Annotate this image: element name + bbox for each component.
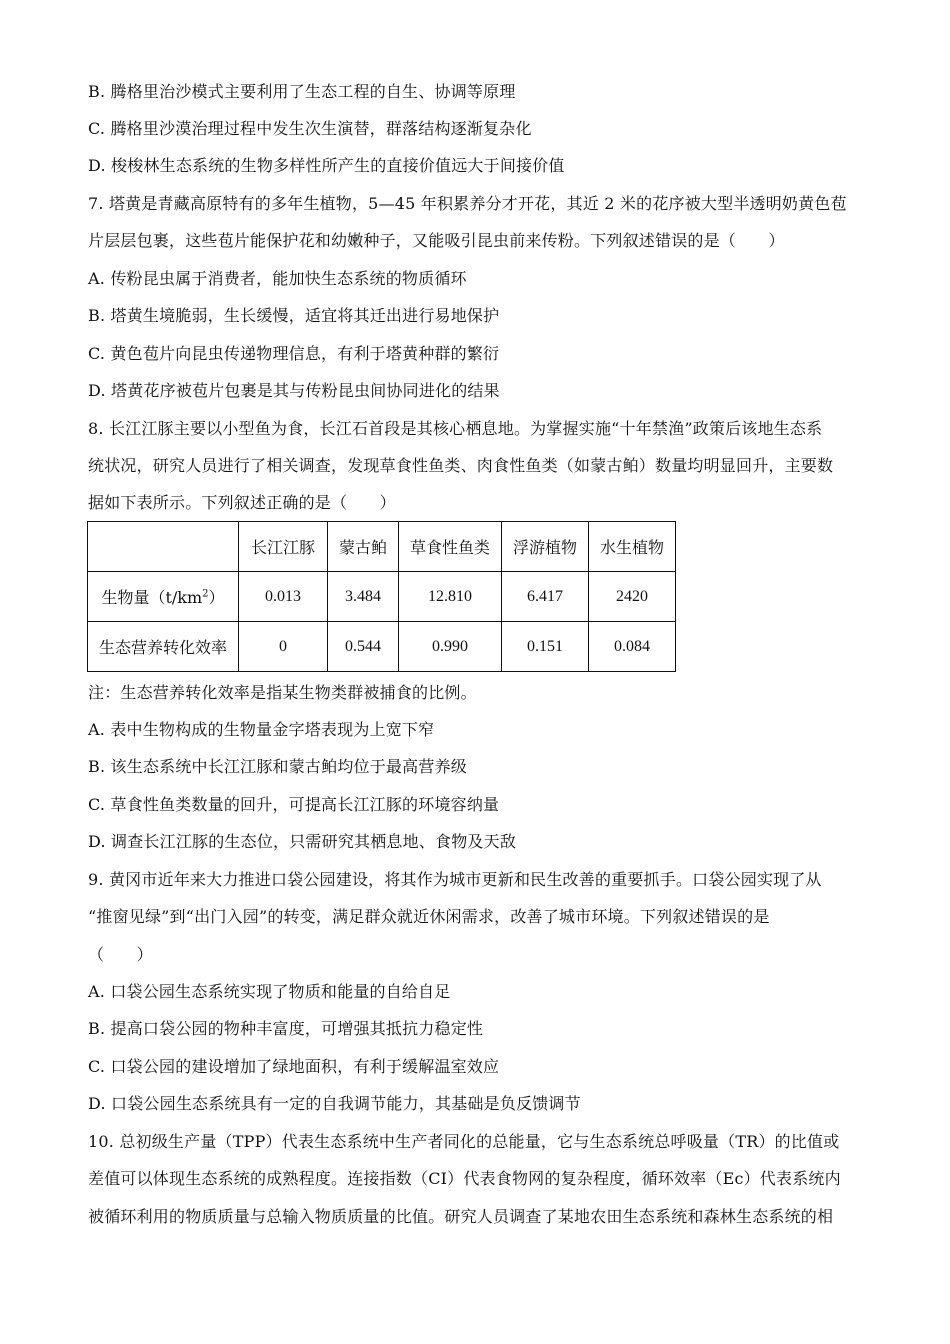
question-8-line-3: 据如下表所示。下列叙述正确的是（ ） [88,493,396,512]
table-header-cell: 蒙古鲌 [328,522,399,572]
option-9a: A. 口袋公园生态系统实现了物质和能量的自给自足 [88,982,451,1001]
table-row [88,622,676,672]
option-7c: C. 黄色苞片向昆虫传递物理信息，有利于塔黄种群的繁衍 [88,344,500,363]
table-cell: 0.084 [589,622,676,672]
row-label-biomass [88,572,239,622]
table-cell: 0.151 [502,622,589,672]
question-7-line-1: 7. 塔黄是青藏高原特有的多年生植物，5—45 年积累养分才开花，其近 2 米的花序被大型半透明奶黄色苞 [88,194,847,213]
question-7-line-2: 片层层包裹，这些苞片能保护花和幼嫩种子，又能吸引昆虫前来传粉。下列叙述错误的是（ ） [88,231,785,250]
table-cell: 6.417 [502,572,589,622]
table-cell: 0 [239,622,328,672]
question-9-line-1: 9. 黄冈市近年来大力推进口袋公园建设，将其作为城市更新和民生改善的重要抓手。口袋公园实现了从 [88,870,822,889]
option-8b: B. 该生态系统中长江江豚和蒙古鲌均位于最高营养级 [88,757,467,776]
option-9b: B. 提高口袋公园的物种丰富度，可增强其抵抗力稳定性 [88,1019,484,1038]
question-8-line-2: 统状况，研究人员进行了相关调查，发现草食性鱼类、肉食性鱼类（如蒙古鲌）数量均明显回升，主要数 [88,456,834,475]
option-9d: D. 口袋公园生态系统具有一定的自我调节能力，其基础是负反馈调节 [88,1094,581,1113]
option-6d: D. 梭梭林生态系统的生物多样性所产生的直接价值远大于间接价值 [88,156,565,175]
table-cell: 0.544 [328,622,399,672]
row-label-sup: 2 [202,588,209,600]
question-9-line-2: “推窗见绿”到“出门入园”的转变，满足群众就近休闲需求，改善了城市环境。下列叙述错误的是 [88,907,770,926]
question-10-line-3: 被循环利用的物质质量与总输入物质质量的比值。研究人员调查了某地农田生态系统和森林生态系统的相 [88,1207,834,1226]
table-cell: 12.810 [399,572,502,622]
table-header-cell: 浮游植物 [502,522,589,572]
option-8a: A. 表中生物构成的生物量金字塔表现为上宽下窄 [88,720,435,739]
question-9-line-3: （ ） [88,945,153,964]
question-10-line-2: 差值可以体现生态系统的成熟程度。连接指数（CI）代表食物网的复杂程度，循环效率（Ec）代表系统内 [88,1169,841,1188]
table-header-cell [88,522,239,572]
table-header-cell: 水生植物 [589,522,676,572]
table-header-cell: 长江江豚 [239,522,328,572]
option-8d: D. 调查长江江豚的生态位，只需研究其栖息地、食物及天敌 [88,832,517,851]
survey-table [87,521,676,672]
row-label-text: 生物量（t/km [101,588,203,607]
table-cell: 2420 [589,572,676,622]
option-6b: B. 腾格里治沙模式主要利用了生态工程的自生、协调等原理 [88,82,516,101]
table-header-cell: 草食性鱼类 [399,522,502,572]
row-label-efficiency: 生态营养转化效率 [88,622,239,672]
row-label-end: ） [208,588,225,607]
table-header-row [88,522,676,572]
table-note: 注：生态营养转化效率是指某生物类群被捕食的比例。 [88,683,477,702]
option-7b: B. 塔黄生境脆弱，生长缓慢，适宜将其迁出进行易地保护 [88,306,500,325]
table-row [88,572,676,622]
option-9c: C. 口袋公园的建设增加了绿地面积，有利于缓解温室效应 [88,1057,500,1076]
option-6c: C. 腾格里沙漠治理过程中发生次生演替，群落结构逐渐复杂化 [88,119,532,138]
table-cell: 0.013 [239,572,328,622]
table-cell: 3.484 [328,572,399,622]
option-7d: D. 塔黄花序被苞片包裹是其与传粉昆虫间协同进化的结果 [88,381,500,400]
question-8-line-1: 8. 长江江豚主要以小型鱼为食，长江石首段是其核心栖息地。为掌握实施“十年禁渔”政策后该地生态系 [88,419,823,438]
option-8c: C. 草食性鱼类数量的回升，可提高长江江豚的环境容纳量 [88,795,500,814]
table-cell: 0.990 [399,622,502,672]
option-7a: A. 传粉昆虫属于消费者，能加快生态系统的物质循环 [88,269,467,288]
question-10-line-1: 10. 总初级生产量（TPP）代表生态系统中生产者同化的总能量，它与生态系统总呼吸量（TR）的比值或 [88,1132,840,1151]
